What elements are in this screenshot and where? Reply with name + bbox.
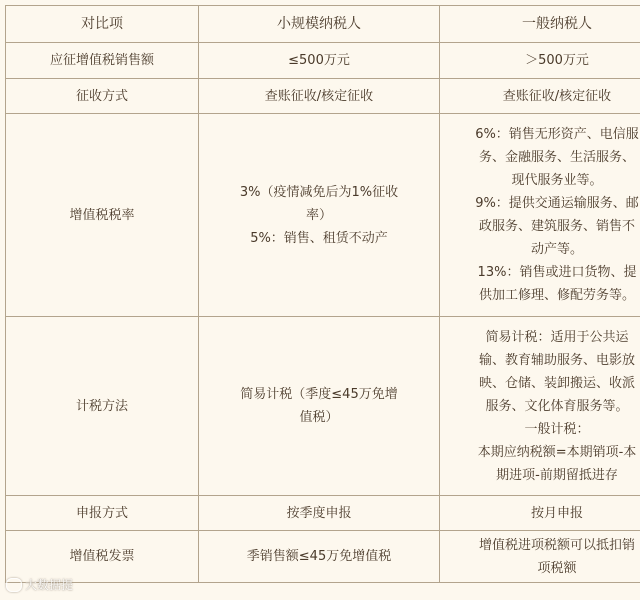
- cell-line: 供加工修理、修配劳务等。: [478, 288, 635, 303]
- row-label: 征收方式: [6, 79, 199, 114]
- cell-line: 5%：销售、租赁不动产: [250, 230, 388, 246]
- cell-line: 一般计税：: [524, 421, 590, 437]
- cell-line: 6%：销售无形资产、电信服: [475, 127, 639, 142]
- cell-line: 政服务、建筑服务、销售不: [478, 219, 635, 234]
- table-row: [6, 79, 640, 114]
- cell-line: 务、金融服务、生活服务、: [478, 150, 635, 165]
- general-taxpayer-cell: [440, 531, 640, 583]
- cell-line: 增值税进项税额可以抵扣销: [478, 537, 635, 553]
- cell-line: 查账征收/核定征收: [264, 88, 374, 104]
- header-cell-item: 对比项: [6, 6, 199, 43]
- cell-line: 本期应纳税额=本期销项-本: [477, 444, 637, 460]
- cell-line: 服务、文化体育服务等。: [485, 398, 629, 414]
- watermark-text: 大数据提: [25, 578, 74, 592]
- cell-line: 期进项-前期留抵进存: [496, 467, 618, 483]
- table-row: [6, 43, 640, 79]
- table-row: [6, 114, 640, 317]
- general-taxpayer-cell: [440, 496, 640, 531]
- small-taxpayer-cell: [199, 79, 440, 114]
- general-taxpayer-cell: [440, 79, 640, 114]
- row-label: 增值税发票: [6, 531, 199, 583]
- cell-line: 值税）: [299, 410, 339, 425]
- small-taxpayer-cell: [199, 43, 440, 79]
- watermark: [6, 576, 73, 593]
- cell-line: 率）: [305, 207, 332, 223]
- row-label: 申报方式: [6, 496, 199, 531]
- general-taxpayer-cell: [440, 43, 640, 79]
- cell-line: 按季度申报: [286, 505, 352, 521]
- small-taxpayer-cell: [199, 496, 440, 531]
- small-taxpayer-cell: [199, 114, 440, 317]
- cell-line: ≤500万元: [288, 53, 350, 68]
- cell-line: 9%：提供交通运输服务、邮: [475, 196, 639, 211]
- row-label: 应征增值税销售额: [6, 43, 199, 79]
- small-taxpayer-cell: [199, 531, 440, 583]
- table-header-row: [6, 6, 640, 43]
- comparison-table: [5, 5, 640, 583]
- cell-line: 映、仓储、装卸搬运、收派: [478, 375, 635, 391]
- cell-line: 简易计税（季度≤45万免增: [240, 387, 398, 402]
- cell-line: 简易计税：适用于公共运: [485, 329, 629, 345]
- small-taxpayer-cell: [199, 317, 440, 496]
- header-cell-small-taxpayer: 小规模纳税人: [199, 6, 440, 43]
- general-taxpayer-cell: [440, 114, 640, 317]
- cell-line: 现代服务业等。: [511, 173, 603, 188]
- watermark-logo-icon: [6, 578, 22, 592]
- general-taxpayer-cell: [440, 317, 640, 496]
- cell-line: 项税额: [537, 560, 577, 576]
- cell-line: 动产等。: [530, 242, 583, 257]
- table-row: [6, 317, 640, 496]
- cell-line: 13%：销售或进口货物、提: [477, 265, 637, 280]
- cell-line: ＞500万元: [525, 53, 589, 68]
- cell-line: 输、教育辅助服务、电影放: [478, 352, 635, 368]
- row-label: 计税方法: [6, 317, 199, 496]
- cell-line: 查账征收/核定征收: [502, 88, 612, 104]
- cell-line: 按月申报: [530, 505, 583, 521]
- cell-line: 季销售额≤45万免增值税: [246, 549, 392, 564]
- table-row: [6, 531, 640, 583]
- cell-line: 3%（疫情减免后为1%征收: [239, 184, 399, 200]
- table-row: [6, 496, 640, 531]
- row-label: 增值税税率: [6, 114, 199, 317]
- header-cell-general-taxpayer: 一般纳税人: [440, 6, 640, 43]
